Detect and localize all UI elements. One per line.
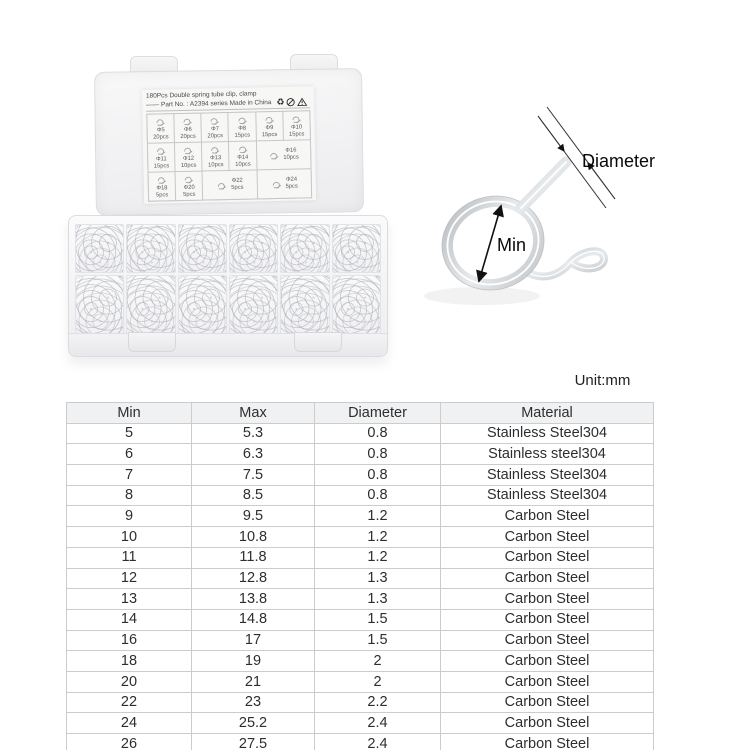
label-grid-cell [202, 142, 229, 171]
column-header: Diameter [315, 403, 441, 424]
clip-icon [268, 150, 280, 160]
clamp-ring [430, 183, 557, 303]
table-cell: 10.8 [192, 527, 315, 548]
table-cell: 13 [67, 589, 192, 610]
table-cell: Carbon Steel [441, 692, 654, 713]
label-cell-text: Φ11 15pcs [153, 156, 170, 170]
table-cell: Stainless Steel304 [441, 465, 654, 486]
table-cell: 14.8 [192, 609, 315, 630]
compartment [332, 275, 381, 334]
table-cell: 1.5 [315, 609, 441, 630]
label-grid-cell [203, 171, 257, 200]
table-row [67, 485, 654, 506]
compartment [229, 224, 278, 273]
compartment [178, 224, 227, 273]
table-row [67, 713, 654, 734]
table-cell: 11.8 [192, 547, 315, 568]
label-grid-cell [175, 114, 202, 143]
compartment [332, 224, 381, 273]
clip-icon [182, 144, 194, 154]
table-cell: 2 [315, 651, 441, 672]
table-cell: Stainless Steel304 [441, 485, 654, 506]
compartment [126, 275, 175, 334]
table-cell: 11 [67, 547, 192, 568]
label-grid-cell [257, 141, 311, 170]
table-cell: 20 [67, 671, 192, 692]
table-cell: 1.2 [315, 506, 441, 527]
label-grid-cell [202, 113, 229, 142]
label-grid-cell [229, 142, 256, 171]
compartment [126, 224, 175, 273]
column-header: Max [192, 403, 315, 424]
prohibited-icon [286, 98, 295, 107]
table-cell: Carbon Steel [441, 527, 654, 548]
table-cell: 6.3 [192, 444, 315, 465]
spec-table-body [67, 423, 654, 750]
box-latch [294, 332, 342, 352]
table-cell: 13.8 [192, 589, 315, 610]
compartment [178, 275, 227, 334]
label-cell-text: Φ13 10pcs [208, 154, 224, 169]
table-row [67, 444, 654, 465]
table-cell: 21 [192, 671, 315, 692]
label-cell-text: Φ7 20pcs [207, 125, 224, 140]
label-cell-text: Φ8 15pcs [234, 125, 251, 139]
table-cell: 17 [192, 630, 315, 651]
compartment [75, 275, 124, 334]
table-cell: 24 [67, 713, 192, 734]
table-row [67, 547, 654, 568]
table-cell: Carbon Steel [441, 671, 654, 692]
label-cell-text: Φ9 15pcs [261, 124, 278, 139]
table-cell: 2.4 [315, 713, 441, 734]
table-cell: Carbon Steel [441, 651, 654, 672]
table-row [67, 423, 654, 444]
diameter-label: Diameter [582, 151, 656, 171]
label-cell-text: Φ24 5pcs [285, 176, 298, 191]
table-row [67, 671, 654, 692]
table-cell: 5 [67, 423, 192, 444]
table-cell: Carbon Steel [441, 568, 654, 589]
compartment [280, 224, 329, 273]
table-cell: Stainless Steel304 [441, 423, 654, 444]
clip-icon [290, 113, 302, 123]
table-cell: 23 [192, 692, 315, 713]
label-cell-text: Φ14 10pcs [235, 154, 251, 168]
table-cell: 2.4 [315, 734, 441, 750]
table-cell: 16 [67, 630, 192, 651]
warning-icon [297, 98, 307, 107]
table-row [67, 465, 654, 486]
spec-table [66, 402, 654, 750]
label-cell-text: Φ6 20pcs [180, 126, 196, 140]
table-cell: 19 [192, 651, 315, 672]
unit-label: Unit:mm [574, 372, 631, 389]
table-cell: 14 [67, 609, 192, 630]
compartment [75, 224, 124, 273]
table-cell: 7 [67, 465, 192, 486]
table-cell: 1.3 [315, 568, 441, 589]
label-grid-cell [256, 112, 283, 141]
clip-icon [263, 114, 275, 124]
clip-icon [209, 115, 221, 125]
clip-icon [236, 114, 248, 124]
clip-icon [154, 116, 166, 126]
table-cell: 6 [67, 444, 192, 465]
label-cell-text: Φ10 15pcs [288, 124, 305, 138]
table-cell: Stainless steel304 [441, 444, 654, 465]
table-cell: Carbon Steel [441, 589, 654, 610]
box-base [68, 215, 388, 357]
label-grid-cell [149, 173, 176, 202]
label-grid-cell [175, 143, 202, 172]
table-cell: 1.5 [315, 630, 441, 651]
table-cell: Carbon Steel [441, 506, 654, 527]
table-cell: Carbon Steel [441, 713, 654, 734]
clip-icon [237, 143, 249, 153]
label-cell-text: Φ16 10pcs [283, 147, 299, 162]
label-grid-cell [176, 172, 203, 201]
table-cell: 2.2 [315, 692, 441, 713]
label-grid-cell [148, 144, 175, 173]
table-cell: Carbon Steel [441, 609, 654, 630]
table-cell: 9.5 [192, 506, 315, 527]
table-cell: 0.8 [315, 485, 441, 506]
clip-icon [182, 115, 194, 125]
table-cell: 1.2 [315, 527, 441, 548]
table-cell: 5.3 [192, 423, 315, 444]
table-cell: 8 [67, 485, 192, 506]
table-cell: 1.3 [315, 589, 441, 610]
table-cell: 0.8 [315, 423, 441, 444]
clip-icon [209, 144, 221, 154]
spec-table-head-row [67, 403, 654, 424]
table-cell: 2 [315, 671, 441, 692]
table-cell: 25.2 [192, 713, 315, 734]
table-row [67, 527, 654, 548]
table-cell: 1.2 [315, 547, 441, 568]
product-box-photo [60, 40, 390, 370]
clip-icon [216, 180, 228, 190]
table-row [67, 589, 654, 610]
table-row [67, 609, 654, 630]
label-grid-cell [283, 112, 310, 141]
label-cell-text: Φ5 20pcs [153, 127, 169, 141]
compartment [229, 275, 278, 334]
table-cell: 26 [67, 734, 192, 750]
compartment [280, 275, 329, 334]
column-header: Material [441, 403, 654, 424]
table-cell: Carbon Steel [441, 547, 654, 568]
table-cell: 8.5 [192, 485, 315, 506]
label-cell-text: Φ12 10pcs [180, 155, 197, 169]
compartment-grid [75, 224, 381, 332]
table-row [67, 734, 654, 750]
table-row [67, 568, 654, 589]
table-cell: 9 [67, 506, 192, 527]
label-grid-cell [229, 113, 256, 142]
table-cell: Carbon Steel [441, 734, 654, 750]
table-row [67, 692, 654, 713]
label-grid-cell [257, 170, 311, 199]
clip-icon [183, 173, 195, 183]
table-cell: 12 [67, 568, 192, 589]
table-row [67, 506, 654, 527]
table-cell: 0.8 [315, 444, 441, 465]
label-part-line: —— Part No. : A2394 series Made in China [146, 98, 272, 109]
table-cell: 18 [67, 651, 192, 672]
clip-icon [156, 174, 168, 184]
clamp-diagram [420, 100, 700, 320]
label-title: 180Pcs Double spring tube clip, clamp [145, 90, 257, 100]
table-cell: 12.8 [192, 568, 315, 589]
table-row [67, 651, 654, 672]
box-latch [128, 332, 176, 352]
table-cell: 0.8 [315, 465, 441, 486]
label-cell-text: Φ18 5pcs [155, 185, 169, 199]
recycle-icon: ♻ [276, 97, 285, 108]
box-label [142, 86, 316, 204]
table-cell: 22 [67, 692, 192, 713]
column-header: Min [67, 403, 192, 424]
label-cell-text: Φ20 5pcs [183, 184, 196, 198]
table-row [67, 630, 654, 651]
label-grid [146, 111, 312, 202]
min-label: Min [497, 235, 527, 255]
table-cell: Carbon Steel [441, 630, 654, 651]
table-cell: 7.5 [192, 465, 315, 486]
clip-icon [155, 145, 167, 155]
clip-icon [270, 179, 282, 189]
table-cell: 10 [67, 527, 192, 548]
clamp-arm [521, 162, 566, 208]
table-cell: 27.5 [192, 734, 315, 750]
label-cell-text: Φ22 5pcs [231, 177, 244, 192]
label-grid-cell [147, 115, 174, 144]
